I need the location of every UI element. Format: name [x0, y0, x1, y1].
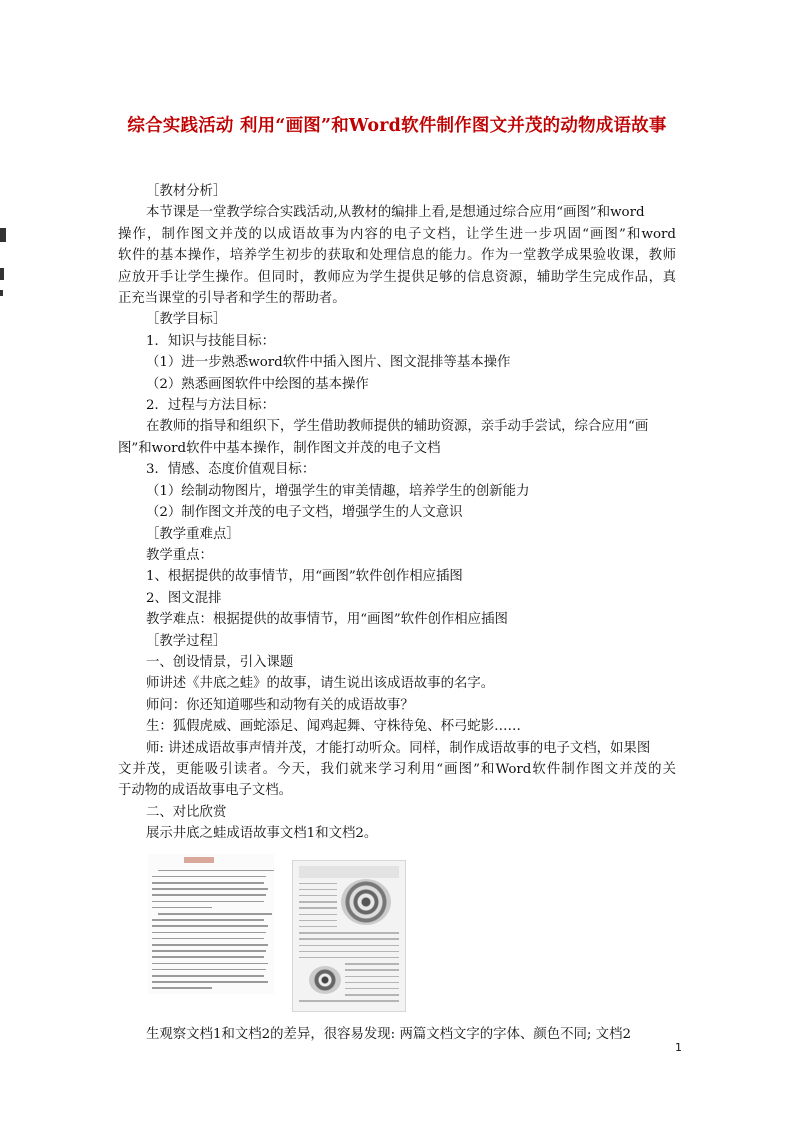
thumbnail-text-line — [345, 976, 399, 977]
list-item: （1）绘制动物图片，增强学生的审美情趣，培养学生的创新能力 — [146, 483, 530, 499]
paragraph-line: 师问：你还知道哪些和动物有关的成语故事？ — [146, 697, 414, 713]
thumbnail-text-line — [299, 951, 399, 952]
list-item: 2．过程与方法目标： — [146, 398, 276, 414]
thumbnail-text-line — [152, 901, 264, 903]
thumbnail-text-line — [152, 987, 212, 989]
thumbnail-text-line — [299, 895, 337, 896]
thumbnail-text-line — [299, 938, 399, 939]
thumbnail-text-line — [152, 938, 264, 940]
thumbnail-text-line — [299, 932, 399, 933]
thumbnail-text-line — [299, 889, 337, 890]
list-item: 一、创设情景，引入课题 — [146, 654, 294, 670]
thumbnail-text-line — [152, 969, 266, 971]
thumbnail-text-line — [299, 957, 399, 958]
frog-illustration — [341, 879, 391, 925]
thumbnail-text-line — [152, 932, 266, 934]
paragraph-line: 操作，制作图文并茂的以成语故事为内容的电子文档，让学生进一步巩固“画图”和word — [118, 226, 676, 242]
paragraph-line: 正充当课堂的引导者和学生的帮助者。 — [118, 291, 346, 307]
paragraph-line: 生观察文档1和文档2的差异，很容易发现: 两篇文档文字的字体、颜色不同; 文档2 — [146, 1026, 631, 1042]
document-1-thumbnail — [148, 854, 274, 994]
thumbnail-text-line — [152, 888, 268, 890]
thumbnail-text-line — [299, 920, 337, 921]
thumbnail-text-line — [158, 870, 274, 872]
thumbnail-text-line — [299, 914, 337, 915]
list-item: （2）制作图文并茂的电子文档，增强学生的人文意识 — [146, 505, 463, 521]
list-item: （2）熟悉画图软件中绘图的基本操作 — [146, 376, 369, 392]
thumbnail-text-line — [345, 963, 399, 964]
thumbnail-text-line — [345, 982, 399, 983]
paragraph-line: 生：狐假虎威、画蛇添足、闻鸡起舞、守株待兔、杯弓蛇影…… — [146, 719, 521, 735]
paragraph-line: 软件的基本操作，培养学生初步的获取和处理信息的能力。作为一堂教学成果验收课，教师 — [118, 248, 676, 264]
thumbnail-text-line — [299, 907, 337, 908]
thumbnail-text-line — [299, 883, 337, 884]
paragraph-line: 于动物的成语故事电子文档。 — [118, 783, 293, 799]
paragraph-line: 教学重点： — [146, 547, 213, 563]
section-heading: ［教学过程］ — [146, 633, 227, 649]
list-item: 1、根据提供的故事情节，用“画图”软件创作相应插图 — [146, 569, 463, 585]
list-item: （1）进一步熟悉word软件中插入图片、图文混排等基本操作 — [146, 355, 511, 371]
list-item: 二、对比欣赏 — [146, 804, 227, 820]
thumbnail-text-line — [158, 913, 272, 915]
thumbnail-text-line — [152, 876, 266, 878]
thumbnail-text-line — [345, 988, 399, 989]
list-item: 3．情感、态度价值观目标： — [146, 462, 316, 478]
thumbnail-text-line — [152, 894, 266, 896]
document-2-banner — [299, 866, 399, 878]
thumbnail-text-line — [152, 944, 268, 946]
paragraph-line: 文并茂，更能吸引读者。今天，我们就来学习利用“画图”和Word软件制作图文并茂的关 — [118, 761, 676, 777]
document-1-header — [184, 857, 214, 863]
thumbnail-text-line — [152, 956, 264, 958]
paragraph-line: 教学难点：根据提供的故事情节，用“画图”软件创作相应插图 — [146, 612, 508, 628]
thumbnail-text-line — [152, 975, 264, 977]
section-heading: ［教材分析］ — [146, 184, 227, 199]
paragraph-line: 图”和word软件中基本操作，制作图文并茂的电子文档 — [118, 440, 441, 456]
paragraph-line: 应放开手让学生操作。但同时，教师应为学生提供足够的信息资源，辅助学生完成作品，真 — [118, 269, 676, 285]
thumbnail-text-line — [299, 945, 399, 946]
thumbnail-text-line — [152, 950, 266, 952]
paragraph-line: 在教师的指导和组织下，学生借助教师提供的辅助资源，亲手动手尝试，综合应用“画 — [146, 419, 649, 435]
list-item: 2、图文混排 — [146, 590, 222, 606]
thumbnail-text-line — [152, 882, 264, 884]
thumbnail-text-line — [299, 1000, 399, 1001]
margin-mark — [0, 268, 4, 280]
thumbnail-text-line — [152, 981, 268, 983]
margin-mark — [0, 228, 6, 242]
thumbnail-text-line — [299, 926, 337, 927]
paragraph-line: 师: 讲述成语故事声情并茂，才能打动听众。同样，制作成语故事的电子文档，如果图 — [146, 740, 651, 756]
document-2-thumbnail — [292, 860, 406, 1012]
figure-row — [118, 854, 676, 1012]
document-title: 综合实践活动 利用“画图”和Word软件制作图文并茂的动物成语故事 — [127, 116, 667, 136]
thumbnail-text-line — [299, 901, 337, 902]
section-heading: ［教学目标］ — [146, 312, 227, 328]
paragraph-line: 师讲述《井底之蛙》的故事，请生说出该成语故事的名字。 — [146, 676, 495, 692]
thumbnail-text-line — [345, 994, 399, 995]
document-body — [118, 181, 676, 1045]
list-item: 1．知识与技能目标： — [146, 333, 276, 349]
thumbnail-text-line — [152, 963, 268, 965]
frog-illustration-small — [309, 966, 341, 994]
thumbnail-text-line — [152, 925, 268, 927]
thumbnail-text-line — [152, 907, 212, 909]
page-number: 1 — [675, 1041, 682, 1054]
margin-mark — [0, 290, 3, 296]
thumbnail-text-line — [345, 969, 399, 970]
paragraph-line: 展示井底之蛙成语故事文档1和文档2。 — [146, 826, 378, 842]
thumbnail-text-line — [152, 919, 264, 921]
section-heading: ［教学重难点］ — [146, 526, 240, 542]
paragraph-line: 本节课是一堂教学综合实践活动,从教材的编排上看,是想通过综合应用“画图”和word — [146, 205, 645, 221]
